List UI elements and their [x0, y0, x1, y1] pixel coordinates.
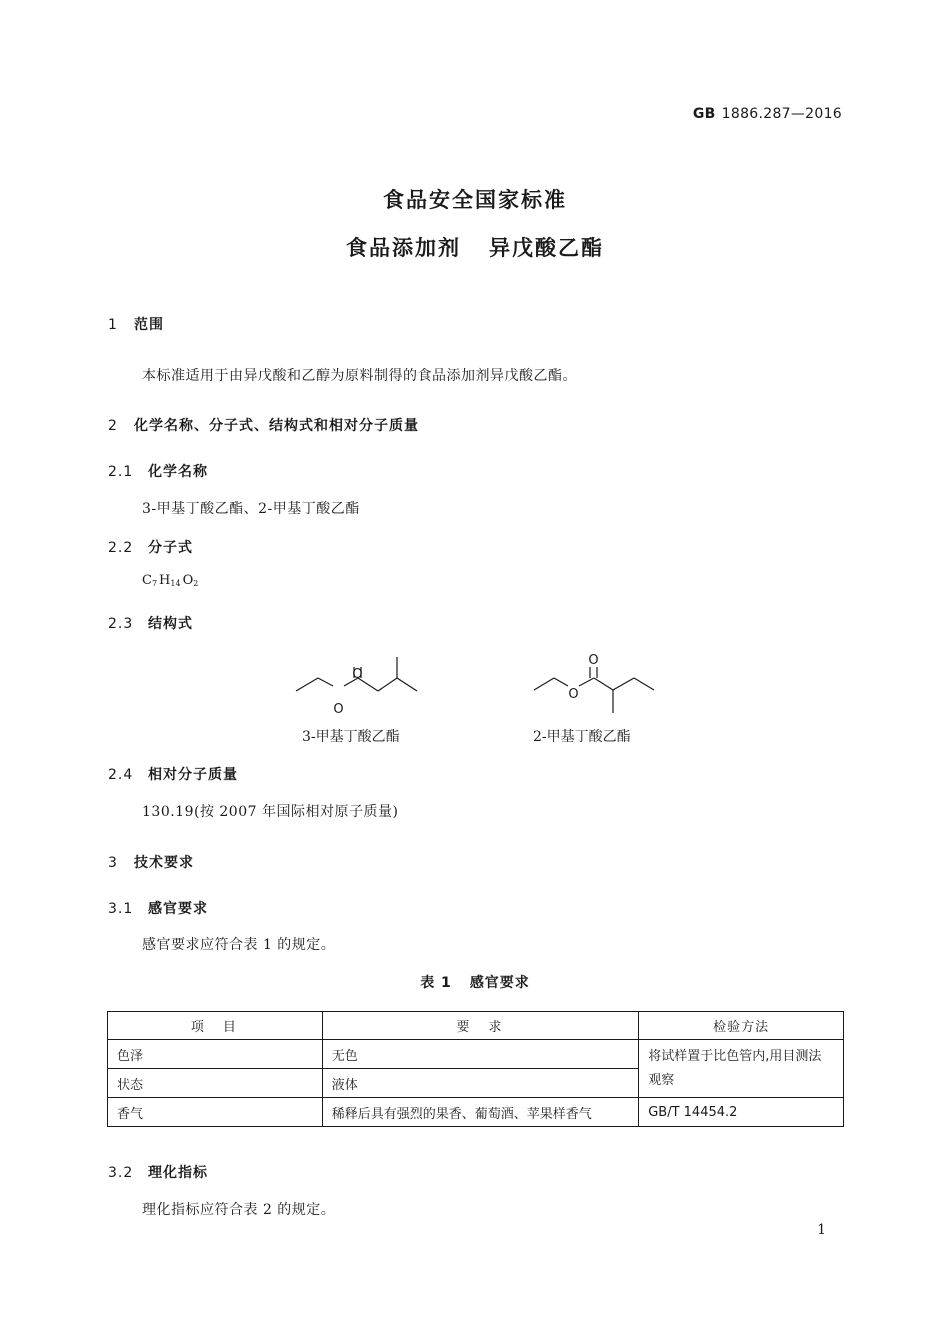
chemical-names: 3-甲基丁酸乙酯、2-甲基丁酸乙酯	[142, 501, 360, 517]
section-3-2-body: 理化指标应符合表 2 的规定。	[142, 1202, 336, 1218]
table-1-caption: 表 1 感官要求	[420, 975, 530, 991]
table-cell-item: 香气	[108, 1098, 323, 1127]
molecular-mass: 130.19(按 2007 年国际相对原子质量)	[142, 804, 399, 820]
section-heading-2-4: 2.4 相对分子质量	[108, 767, 238, 783]
section-heading-3-2: 3.2 理化指标	[108, 1165, 208, 1181]
structure-label-left: 3-甲基丁酸乙酯	[302, 729, 400, 745]
table-cell-requirement: 液体	[322, 1069, 639, 1098]
section-3-1-body: 感官要求应符合表 1 的规定。	[142, 937, 336, 953]
table-cell-requirement: 无色	[322, 1040, 639, 1069]
table-cell-method: GB/T 14454.2	[639, 1098, 844, 1127]
atom-o-ester-right: O	[568, 687, 579, 702]
table-1-sensory	[107, 1011, 844, 1127]
section-heading-3: 3 技术要求	[108, 855, 194, 871]
atom-o-carbonyl-left: O	[352, 667, 363, 682]
document-subtitle	[0, 232, 950, 262]
table-header-cell: 项 目	[108, 1012, 323, 1040]
section-heading-2-3: 2.3 结构式	[108, 616, 193, 632]
table-header-cell: 检验方法	[639, 1012, 844, 1040]
atom-o-carbonyl-right: O	[588, 653, 599, 668]
standard-number	[693, 106, 842, 122]
molecular-formula: $C_7$ $H_{14}$ $O_2$	[142, 573, 199, 588]
section-heading-3-1: 3.1 感官要求	[108, 901, 208, 917]
table-row	[108, 1040, 844, 1069]
table-cell-item: 色泽	[108, 1040, 323, 1069]
page-number: 1	[817, 1222, 826, 1238]
table-cell-requirement: 稀释后具有强烈的果香、葡萄酒、苹果样香气	[322, 1098, 639, 1127]
table-row	[108, 1098, 844, 1127]
atom-o-ester-left: O	[333, 702, 344, 717]
section-heading-2-1: 2.1 化学名称	[108, 464, 208, 480]
structural-formulas	[0, 640, 950, 730]
table-cell-item: 状态	[108, 1069, 323, 1098]
subtitle-part-a: 食品添加剂	[346, 236, 461, 260]
document-title: 食品安全国家标准	[383, 188, 567, 212]
section-1-body: 本标准适用于由异戊酸和乙醇为原料制得的食品添加剂异戊酸乙酯。	[142, 368, 577, 384]
subtitle-part-b: 异戊酸乙酯	[489, 236, 604, 260]
section-heading-2-2: 2.2 分子式	[108, 540, 193, 556]
section-heading-2: 2 化学名称、分子式、结构式和相对分子质量	[108, 418, 419, 434]
structure-2-methylbutanoate	[534, 667, 654, 713]
standard-number-value: 1886.287—2016	[721, 106, 842, 122]
table-header-row	[108, 1012, 844, 1040]
table-header-cell: 要 求	[322, 1012, 639, 1040]
section-heading-1: 1 范围	[108, 317, 164, 333]
table-cell-method-merged: 将试样置于比色管内,用目测法观察	[639, 1040, 844, 1098]
structure-label-right: 2-甲基丁酸乙酯	[533, 729, 631, 745]
standard-code: GB	[692, 106, 716, 122]
